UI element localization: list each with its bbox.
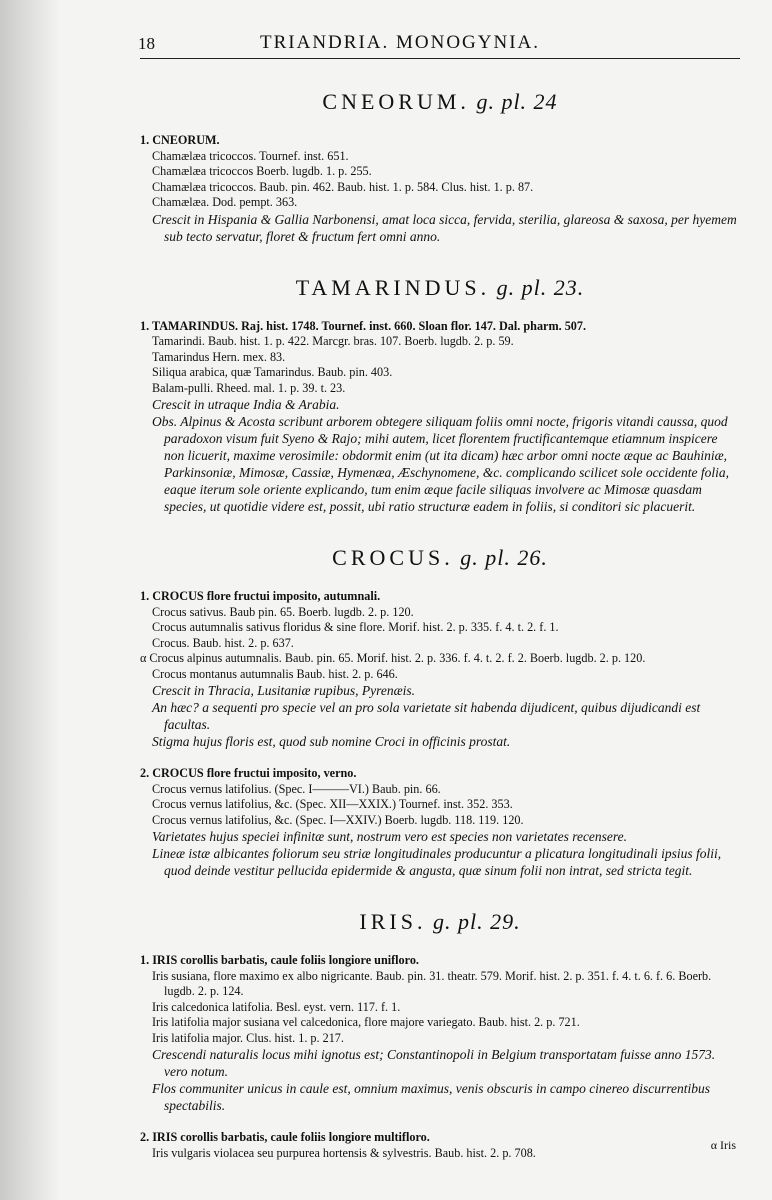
- entry-line: Crocus vernus latifolius, &c. (Spec. XII—XXIX.) Tournef. inst. 352. 353.: [152, 797, 513, 811]
- genus-reference: g. pl. 23.: [490, 274, 585, 300]
- genus-reference: g. pl. 24: [469, 89, 558, 114]
- genus-heading: [140, 909, 740, 935]
- running-title: TRIANDRIA. MONOGYNIA.: [260, 32, 541, 53]
- entry-line: An hæc? a sequenti pro specie vel an pro sola varietate sit habenda dijudicent, quibus dijudicandi est facultas.: [152, 700, 701, 732]
- entry-line: Chamælæa. Dod. pempt. 363.: [152, 195, 298, 209]
- genus-name: CNEORUM.: [322, 89, 470, 114]
- entry-line: Chamælæa tricoccos Boerb. lugdb. 1. p. 255.: [152, 164, 372, 178]
- species-entry: [140, 133, 740, 245]
- species-entry: [140, 319, 740, 516]
- genus-name: CROCUS.: [332, 545, 454, 570]
- entry-line: Iris vulgaris violacea seu purpurea hortensis & sylvestris. Baub. hist. 2. p. 708.: [152, 1145, 536, 1160]
- entry-line: Crocus vernus latifolius, &c. (Spec. I—XXIV.) Boerb. lugdb. 118. 119. 120.: [152, 812, 524, 827]
- entry-line: 2. CROCUS flore fructui imposito, verno.: [140, 766, 357, 780]
- entry-line: Iris susiana, flore maximo ex albo nigricante. Baub. pin. 31. theatr. 579. Morif. hist. 2. p. 351. f. 4. t. 6. f. 6. Boerb. lugdb. 2. p. 124.: [152, 968, 712, 998]
- entry-line: Crescendi naturalis locus mihi ignotus est; Constantinopoli in Belgium transportatam fuisse anno 1573. vero notum.: [152, 1047, 716, 1079]
- genus-heading: [140, 275, 740, 301]
- entry-line: Varietates hujus speciei infinitæ sunt, nostrum vero est species non varietates recensere.: [152, 829, 628, 844]
- page-content: [140, 89, 740, 1161]
- entry-line: α Crocus alpinus autumnalis. Baub. pin. 65. Morif. hist. 2. p. 336. f. 4. t. 2. f. 2. Boerb. lugdb. 2. p. 120.: [140, 651, 646, 665]
- entry-line: Crescit in Thracia, Lusitaniæ rupibus, Pyrenæis.: [152, 683, 416, 698]
- species-entry: [140, 1130, 740, 1161]
- genus-name: IRIS.: [359, 909, 427, 934]
- species-entry: [140, 589, 740, 750]
- entry-line: Iris latifolia major. Clus. hist. 1. p. 217.: [152, 1030, 344, 1045]
- genus-heading: [140, 545, 740, 571]
- entry-line: Balam-pulli. Rheed. mal. 1. p. 39. t. 23.: [152, 380, 346, 395]
- entry-line: 1. CNEORUM.: [140, 133, 220, 147]
- running-head: [140, 28, 740, 59]
- entry-line: Siliqua arabica, quæ Tamarindus. Baub. pin. 403.: [152, 365, 393, 379]
- entry-line: Crocus autumnalis sativus floridus & sine flore. Morif. hist. 2. p. 335. f. 4. t. 2. f. 1.: [152, 620, 559, 634]
- genus-reference: g. pl. 26.: [453, 545, 548, 570]
- species-entry: [140, 766, 740, 879]
- genus-heading: [140, 89, 740, 115]
- entry-line: Crocus vernus latifolius. (Spec. I———VI.) Baub. pin. 66.: [152, 781, 441, 796]
- entry-line: Iris calcedonica latifolia. Besl. eyst. vern. 117. f. 1.: [152, 999, 401, 1014]
- book-page: [140, 28, 740, 1177]
- entry-line: 1. CROCUS flore fructui imposito, autumnali.: [140, 589, 381, 603]
- entry-line: Tamarindus Hern. mex. 83.: [152, 349, 286, 364]
- species-entry: [140, 953, 740, 1114]
- entry-line: Crescit in utraque India & Arabia.: [152, 397, 340, 412]
- entry-line: Tamarindi. Baub. hist. 1. p. 422. Marcgr. bras. 107. Boerb. lugdb. 2. p. 59.: [152, 334, 514, 348]
- genus-name: TAMARINDUS.: [295, 274, 491, 300]
- entry-line: Obs. Alpinus & Acosta scribunt arborem obtegere siliquam foliis omni nocte, frigoris vitandi caussa, quod paradoxon visum fuit Syeno & Rajo; mihi autem, licet florentem fructificantemque etiamnum inspicere non licuerit, maxime verosimile: obdormit enim (ut ita dicam) hæc arbor omni nocte æque ac Bauhiniæ, Parkinsoniæ, Mimosæ, Cassiæ, Hymenæa, Æschynomene, &c. complicando scilicet sole occidente folia, eaque iterum sole oriente explicando, tum enim æque facile siliquas involvere ac Mimosæ quasdam species, ut quotidie videre est, possit, ubi ratio structuræ eadem in foliis, si conditori sic placuerit.: [152, 414, 730, 514]
- entry-line: 1. TAMARINDUS. Raj. hist. 1748. Tournef. inst. 660. Sloan flor. 147. Dal. pharm. 507.: [140, 318, 587, 333]
- entry-line: Iris latifolia major susiana vel calcedonica, flore majore variegato. Baub. hist. 2. p. 721.: [152, 1015, 580, 1029]
- entry-line: Chamælæa tricoccos. Tournef. inst. 651.: [152, 148, 349, 163]
- entry-line: Crocus. Baub. hist. 2. p. 637.: [152, 635, 294, 650]
- entry-line: Crocus sativus. Baub pin. 65. Boerb. lugdb. 2. p. 120.: [152, 604, 414, 619]
- genus-reference: g. pl. 29.: [426, 909, 521, 934]
- entry-line: Flos communiter unicus in caule est, omnium maximus, venis obscuris in campo cinereo discurrentibus spectabilis.: [152, 1081, 711, 1113]
- catchword: α Iris: [710, 1138, 736, 1152]
- page-number: 18: [138, 34, 155, 53]
- entry-line: Crescit in Hispania & Gallia Narbonensi, amat loca sicca, fervida, sterilia, glareosa & saxosa, per hyemem sub tecto servatur, floret & fructum fert omni anno.: [152, 211, 737, 244]
- entry-line: 2. IRIS corollis barbatis, caule foliis longiore multifloro.: [140, 1130, 430, 1144]
- entry-line: Stigma hujus floris est, quod sub nomine Croci in officinis prostat.: [152, 734, 511, 749]
- entry-line: Crocus montanus autumnalis Baub. hist. 2. p. 646.: [152, 666, 398, 681]
- entry-line: Chamælæa tricoccos. Baub. pin. 462. Baub. hist. 1. p. 584. Clus. hist. 1. p. 87.: [152, 179, 534, 194]
- page-edge-shadow: [0, 0, 60, 1200]
- entry-line: Lineæ istæ albicantes foliorum seu striæ longitudinales producuntur a plicatura longitudinali ipsius folii, quod deinde vestitur pellucida epidermide & angusta, quæ sinum folii non intrat, sed stricta tegit.: [152, 846, 722, 878]
- entry-line: 1. IRIS corollis barbatis, caule foliis longiore unifloro.: [140, 953, 419, 967]
